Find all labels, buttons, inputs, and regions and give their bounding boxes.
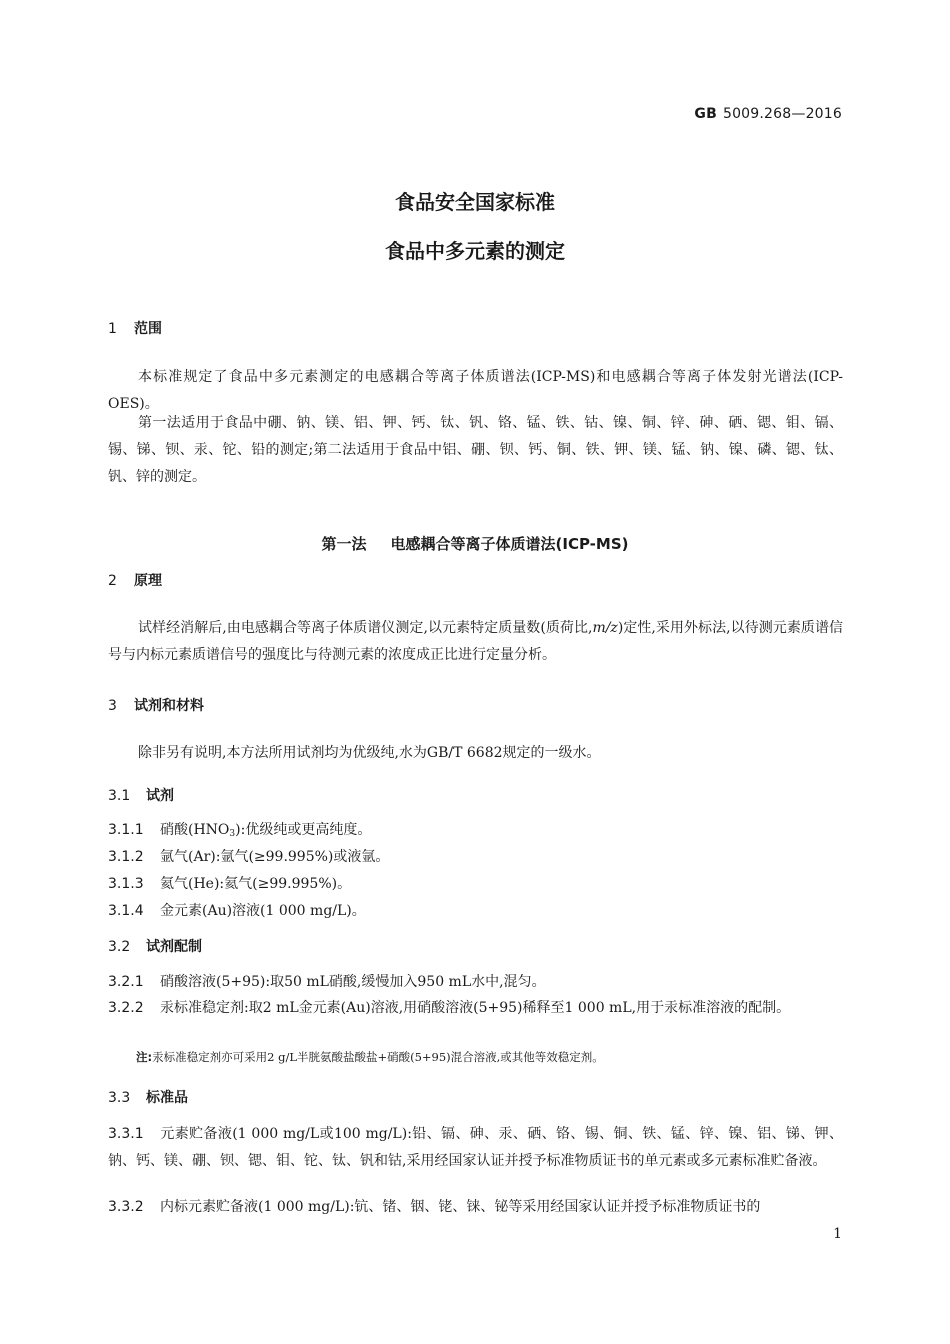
section-3-2-title: 试剂配制 [146,939,202,955]
item-text: 汞标准稳定剂:取2 mL金元素(Au)溶液,用硝酸溶液(5+95)稀释至1 000 mL,用于汞标准溶液的配制。 [160,1000,791,1016]
document-title-sub: 食品中多元素的测定 [385,239,565,263]
section-1-title: 范围 [134,321,162,337]
standard-item-3-3-2 [108,1194,843,1221]
item-text: 元素贮备液(1 000 mg/L或100 mg/L):铅、镉、砷、汞、硒、铬、锡、铜、铁、锰、锌、镍、铝、锑、钾、钠、钙、镁、硼、钡、锶、钼、铊、钛、钒和钴,采用经国家认证并授予标准物质证书的单元素或多元素标准贮备液。 [108,1126,843,1169]
item-text: 内标元素贮备液(1 000 mg/L):钪、锗、铟、铑、铼、铋等采用经国家认证并授予标准物质证书的 [160,1199,761,1215]
section-1-heading [108,318,162,338]
standard-item-3-3-1 [108,1121,843,1175]
page-number: 1 [833,1226,842,1242]
section-3-3-title: 标准品 [146,1090,188,1106]
section-3-heading [108,695,204,715]
prep-item-3-2-1 [108,969,843,996]
method-1-name: 电感耦合等离子体质谱法(ICP-MS) [390,535,629,553]
reagent-item-3-1-2 [108,844,843,871]
prep-item-3-2-2 [108,995,843,1022]
subscript: 3 [229,829,236,839]
principle-text-2: )定性,采用外标法,以待测元素质谱信号与内标元素质谱信号的强度比与待测元素的浓度成正比进行定量分析。 [108,620,843,663]
item-number: 3.3.2 [108,1199,144,1215]
reagents-intro-paragraph: 除非另有说明,本方法所用试剂均为优级纯,水为GB/T 6682规定的一级水。 [138,745,601,761]
section-3-3-number: 3.3 [108,1090,131,1106]
method-1-label: 第一法 [321,535,367,553]
section-2-number: 2 [108,573,117,589]
section-3-1-number: 3.1 [108,788,131,804]
section-3-number: 3 [108,698,117,714]
prep-note [136,1047,843,1067]
section-3-1-title: 试剂 [146,788,174,804]
section-3-2-heading [108,936,202,956]
method-1-heading [0,533,950,554]
item-number: 3.1.1 [108,822,144,838]
reagent-item-3-1-3 [108,871,843,898]
item-text: 氦气(He):氦气(≥99.995%)。 [160,876,352,892]
section-2-title: 原理 [134,573,162,589]
section-3-3-heading [108,1087,188,1107]
item-text: ):优级纯或更高纯度。 [235,822,372,838]
scope-paragraph-1: 本标准规定了食品中多元素测定的电感耦合等离子体质谱法(ICP-MS)和电感耦合等离子体发射光谱法(ICP-OES)。 [108,369,843,412]
item-text: 硝酸溶液(5+95):取50 mL硝酸,缓慢加入950 mL水中,混匀。 [160,974,546,990]
item-text: 金元素(Au)溶液(1 000 mg/L)。 [160,903,366,919]
scope-paragraph-2: 第一法适用于食品中硼、钠、镁、铝、钾、钙、钛、钒、铬、锰、铁、钴、镍、铜、锌、砷、硒、锶、钼、镉、锡、锑、钡、汞、铊、铅的测定;第二法适用于食品中铝、硼、钡、钙、铜、铁、钾、镁、锰、钠、镍、磷、锶、钛、钒、锌的测定。 [108,415,843,485]
section-3-1-heading [108,785,174,805]
principle-text-1: 试样经消解后,由电感耦合等离子体质谱仪测定,以元素特定质量数(质荷比, [138,620,593,636]
section-3-title: 试剂和材料 [134,698,204,714]
mass-charge-ratio: m/z [592,620,618,636]
document-title-main: 食品安全国家标准 [395,190,555,214]
reagent-item-3-1-4 [108,898,843,925]
item-text: 硝酸(HNO [160,822,230,838]
standard-code [694,106,842,122]
item-number: 3.1.4 [108,903,144,919]
standard-code-number: 5009.268—2016 [722,106,842,122]
item-number: 3.1.3 [108,876,144,892]
item-number: 3.2.2 [108,1000,144,1016]
standard-code-prefix: GB [694,106,717,122]
item-number: 3.1.2 [108,849,144,865]
principle-paragraph [108,615,843,669]
note-text: 汞标准稳定剂亦可采用2 g/L半胱氨酸盐酸盐+硝酸(5+95)混合溶液,或其他等效稳定剂。 [152,1050,604,1064]
item-number: 3.2.1 [108,974,144,990]
section-2-heading [108,570,162,590]
section-3-2-number: 3.2 [108,939,131,955]
item-number: 3.3.1 [108,1126,144,1142]
note-label: 注: [136,1050,153,1064]
item-text: 氩气(Ar):氩气(≥99.995%)或液氩。 [160,849,390,865]
section-1-number: 1 [108,321,117,337]
